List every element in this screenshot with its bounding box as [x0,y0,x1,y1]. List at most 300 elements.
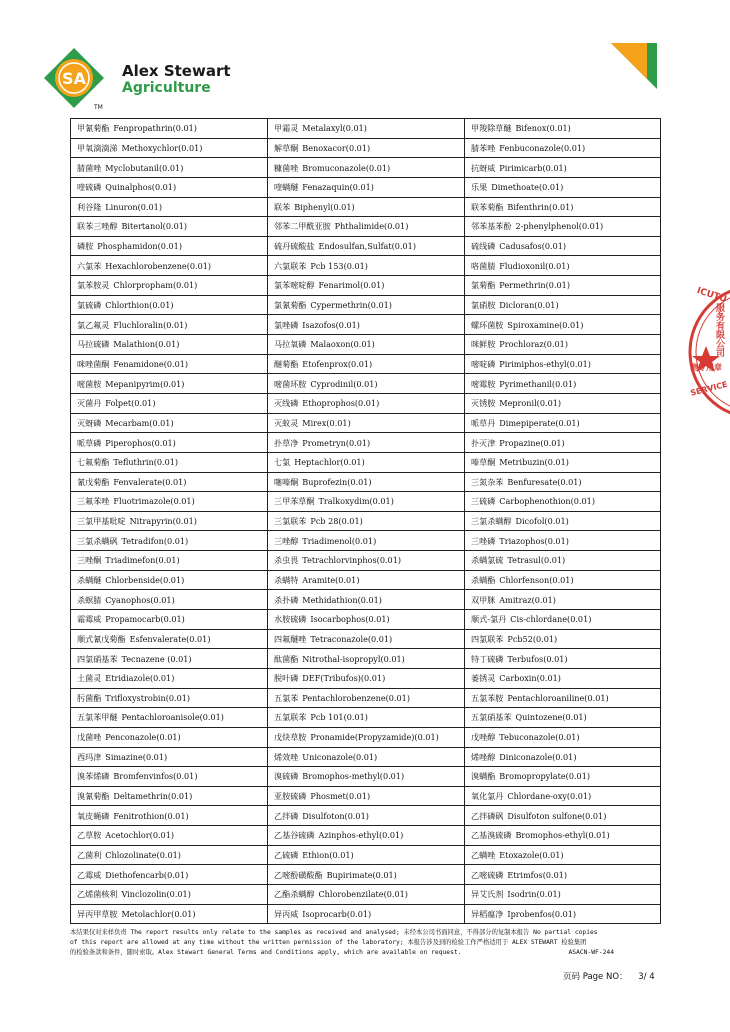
compound-english-name: Tetrachlorvinphos(0.01) [302,555,402,566]
compound-english-name: Tebuconazole(0.01) [499,732,580,743]
compound-english-name: Etrimfos(0.01) [507,869,568,880]
table-cell [71,119,268,139]
compound-chinese-name: 溴螨酯 [471,771,496,782]
compound-english-name: Heptachlor(0.01) [294,457,365,468]
trademark-mark: TM [94,104,103,111]
table-cell [268,197,465,217]
compound-chinese-name: 乙硫磷 [274,849,299,860]
table-cell [71,531,268,551]
compound-chinese-name: 氰戊菊酯 [77,476,110,487]
compound-english-name: Disulfoton sulfone(0.01) [507,810,607,821]
table-row [71,276,661,296]
table-row [71,649,661,669]
compound-chinese-name: 咪唑菌酮 [77,358,110,369]
table-cell [268,433,465,453]
table-cell [71,452,268,472]
compound-chinese-name: 嘧菌胺 [77,378,102,389]
table-cell [71,256,268,276]
compound-english-name: Acetochlor(0.01) [105,830,175,841]
compound-english-name: Ethoprophos(0.01) [302,398,380,409]
compound-chinese-name: 溴氰菊酯 [77,791,110,802]
compound-chinese-name: 氧化氯丹 [471,791,504,802]
table-cell [268,177,465,197]
compound-english-name: Chlorthion(0.01) [105,300,174,311]
compound-english-name: 2-phenylphenol(0.01) [515,221,604,232]
compound-chinese-name: 哌草丹 [471,417,496,428]
table-cell [268,590,465,610]
compound-chinese-name: 杀螟腈 [77,594,102,605]
table-cell [268,610,465,630]
table-cell [71,374,268,394]
compound-chinese-name: 霜霉威 [77,614,102,625]
compound-chinese-name: 三唑磷 [471,535,496,546]
compound-chinese-name: 糠菌唑 [274,162,299,173]
table-cell [71,845,268,865]
compound-english-name: Pirimicarb(0.01) [499,162,567,173]
compound-chinese-name: 乙拌磷砜 [471,810,504,821]
compound-chinese-name: 咯菌腈 [471,260,496,271]
compound-chinese-name: 氯乙氟灵 [77,319,110,330]
seal-text-lower: 测专用章 [690,363,722,372]
compound-chinese-name: 杀扑磷 [274,594,299,605]
compound-english-name: Cadusafos(0.01) [499,241,567,252]
table-row [71,217,661,237]
compound-english-name: Metribuzin(0.01) [499,457,569,468]
compound-english-name: Triadimefon(0.01) [105,555,180,566]
compound-english-name: Bromophos-ethyl(0.01) [515,830,610,841]
compound-chinese-name: 氯硝胺 [471,300,496,311]
compound-english-name: Phosmet(0.01) [310,791,371,802]
compound-english-name: Pcb 28(0.01) [310,516,363,527]
table-cell [268,727,465,747]
table-cell [71,668,268,688]
table-cell [465,865,661,885]
table-cell [71,629,268,649]
compound-english-name: Triazophos(0.01) [499,535,569,546]
compound-english-name: Chlozolinate(0.01) [105,849,181,860]
table-cell [268,236,465,256]
compound-english-name: Iprobenfos(0.01) [507,908,577,919]
table-cell [268,315,465,335]
disclaimer-line-1: 本结果仅对来样负责 The report results only relate to the samples as received and analysed; 未经本公司书面同意，不得部分的复制本报告 No partial copies [70,929,598,936]
compound-chinese-name: 烯效唑 [274,751,299,762]
compound-english-name: Penconazole(0.01) [105,732,181,743]
compound-english-name: DEF(Tribufos)(0.01) [302,673,386,684]
compound-chinese-name: 灭锈胺 [471,398,496,409]
compound-english-name: Phosphamidon(0.01) [97,241,182,252]
table-cell [268,452,465,472]
compound-english-name: Fenazaquin(0.01) [302,182,374,193]
compound-english-name: Malathion(0.01) [113,339,180,350]
compound-english-name: Metalaxyl(0.01) [302,123,367,134]
compound-english-name: Carbophenothion(0.01) [499,496,595,507]
compound-english-name: Deltamethrin(0.01) [113,791,193,802]
disclaimer-line-2: of this report are allowed at any time without the written permission of the laboratory; 本报告涉及到的检验工作严格适用于 ALEX STEWART 检验集团 [70,939,587,946]
table-row [71,531,661,551]
compound-english-name: Etofenprox(0.01) [302,358,373,369]
table-cell [465,492,661,512]
compound-chinese-name: 烯唑醇 [471,751,496,762]
compound-chinese-name: 抗蚜威 [471,162,496,173]
table-cell [71,393,268,413]
table-row [71,315,661,335]
compound-chinese-name: 氯硫磷 [77,300,102,311]
compound-english-name: Endosulfan,Sulfat(0.01) [318,241,416,252]
table-cell [465,845,661,865]
report-disclaimer [70,928,662,958]
compound-chinese-name: 邻苯基苯酚 [471,221,512,232]
table-cell [268,668,465,688]
table-row [71,197,661,217]
compound-chinese-name: 特丁硫磷 [471,653,504,664]
compound-chinese-name: 四氯硝基苯 [77,653,118,664]
compound-english-name: Chlorbenside(0.01) [105,575,185,585]
compound-chinese-name: 乙烯菌核利 [77,889,118,900]
compound-chinese-name: 硫线磷 [471,241,496,252]
table-cell [71,158,268,178]
compound-chinese-name: 五氯苯胺 [471,692,504,703]
compound-english-name: Amitraz(0.01) [499,594,556,605]
compound-english-name: Pcb 153(0.01) [310,260,368,271]
table-row [71,452,661,472]
compound-english-name: Nitrothal-isopropyl(0.01) [302,653,405,664]
compound-chinese-name: 亚胺硫磷 [274,791,307,802]
disclaimer-line-3: 的检验条款和条件，随时索取。Alex Stewart General Terms and Conditions apply, which are available on request. [70,949,462,956]
compound-chinese-name: 乙嘧硫磷 [471,869,504,880]
table-cell [465,511,661,531]
table-cell [465,433,661,453]
compound-chinese-name: 氯氰菊酯 [274,300,307,311]
form-code: ASACN-WF-244 [568,949,614,956]
compound-chinese-name: 三氟苯唑 [77,496,110,507]
seal-text-middle: 服务有限公司 [714,303,724,357]
compound-english-name: Nitrapyrin(0.01) [129,516,197,527]
compound-chinese-name: 四氯联苯 [471,633,504,644]
compound-chinese-name: 乙草胺 [77,830,102,841]
compound-english-name: Fenamidone(0.01) [113,358,189,369]
compound-english-name: Hexachlorobenzene(0.01) [105,260,212,271]
compound-english-name: Cypermethrin(0.01) [310,300,392,311]
table-row [71,806,661,826]
table-cell [268,217,465,237]
table-cell [71,904,268,924]
compound-english-name: Isazofos(0.01) [302,319,360,330]
compound-english-name: Folpet(0.01) [105,398,156,409]
compound-english-name: Bupirimate(0.01) [326,869,397,880]
table-cell [71,688,268,708]
compound-chinese-name: 邻苯二甲酰亚胺 [274,221,331,232]
table-row [71,904,661,924]
compound-english-name: Bromophos-methyl(0.01) [302,771,405,782]
compound-english-name: Fluotrimazole(0.01) [113,496,195,507]
compound-english-name: Azinphos-ethyl(0.01) [318,830,404,841]
table-cell [268,256,465,276]
compound-chinese-name: 五氯苯甲醚 [77,712,118,723]
table-cell [465,629,661,649]
table-row [71,629,661,649]
table-row [71,354,661,374]
compound-chinese-name: 哌草磷 [77,437,102,448]
compound-chinese-name: 五氯联苯 [274,712,307,723]
table-cell [465,649,661,669]
table-cell [71,649,268,669]
compound-english-name: Isocarbophos(0.01) [310,614,390,625]
compound-english-name: Quinalphos(0.01) [105,182,177,193]
compound-chinese-name: 四氟醚唑 [274,633,307,644]
compound-chinese-name: 三氯甲基吡啶 [77,516,126,527]
table-row [71,786,661,806]
compound-chinese-name: 戊唑醇 [471,732,496,743]
table-cell [268,531,465,551]
compound-chinese-name: 醚菊酯 [274,358,299,369]
compound-english-name: Chlorobenzilate(0.01) [318,889,408,900]
table-cell [465,786,661,806]
table-cell [465,197,661,217]
table-cell [268,904,465,924]
svg-text:SA: SA [62,69,86,88]
table-cell [465,354,661,374]
table-row [71,158,661,178]
compound-chinese-name: 土菌灵 [77,673,102,684]
table-cell [71,472,268,492]
table-row [71,413,661,433]
compound-chinese-name: 螺环菌胺 [471,319,504,330]
compound-english-name: Fenitrothion(0.01) [113,810,189,821]
table-cell [268,747,465,767]
table-cell [268,276,465,296]
table-row [71,708,661,728]
table-row [71,433,661,453]
seal-text [689,286,730,398]
compound-chinese-name: 乙螨唑 [471,849,496,860]
compound-chinese-name: 杀螨氯硫 [471,555,504,566]
table-cell [71,806,268,826]
compound-english-name: Pcb52(0.01) [507,633,558,644]
compound-chinese-name: 嘧啶磷 [471,358,496,369]
table-cell [268,295,465,315]
compound-english-name: Chlorpropham(0.01) [113,280,198,291]
compound-english-name: Vinclozolin(0.01) [121,889,191,900]
compound-english-name: Diniconazole(0.01) [499,751,577,762]
compound-english-name: Uniconazole(0.01) [302,751,378,762]
table-cell [465,610,661,630]
compound-chinese-name: 乙嘧酚磺酸酯 [274,869,323,880]
seal-text-bottom: SERVICE [689,379,729,398]
table-cell [71,767,268,787]
compound-chinese-name: 杀螨酯 [471,575,496,585]
table-cell [71,413,268,433]
table-cell [268,806,465,826]
compound-english-name: Methoxychlor(0.01) [121,142,203,153]
table-row [71,119,661,139]
table-row [71,570,661,590]
compound-english-name: Cyprodinil(0.01) [310,378,378,389]
table-row [71,610,661,630]
compound-chinese-name: 甲氧滴滴涕 [77,142,118,153]
compound-english-name: Tetraconazole(0.01) [310,633,393,644]
table-cell [465,276,661,296]
table-row [71,747,661,767]
compound-chinese-name: 硫丹硫酸盐 [274,241,315,252]
table-cell [268,629,465,649]
compound-english-name: Tetrasul(0.01) [507,555,566,566]
table-row [71,236,661,256]
page-number-value: 3/ 4 [638,972,655,982]
compound-english-name: Carboxin(0.01) [499,673,561,684]
compound-english-name: Isoprocarb(0.01) [302,908,372,919]
compound-chinese-name: 氧皮蝇磷 [77,810,110,821]
compound-english-name: Bromuconazole(0.01) [302,162,391,173]
compound-english-name: Pirimiphos-ethyl(0.01) [499,358,591,369]
table-cell [71,551,268,571]
corner-triangle-icon [611,43,657,89]
table-cell [71,492,268,512]
table-cell [465,452,661,472]
table-cell [465,767,661,787]
compound-chinese-name: 氯菊酯 [471,280,496,291]
table-cell [71,236,268,256]
compound-english-name: Bifenox(0.01) [515,123,571,134]
table-cell [71,570,268,590]
compound-english-name: Pronamide(Propyzamide)(0.01) [310,732,439,743]
table-row [71,374,661,394]
compound-chinese-name: 甲羧除草醚 [471,123,512,134]
compound-chinese-name: 利谷隆 [77,201,102,212]
compound-chinese-name: 联苯 [274,201,291,212]
table-cell [465,472,661,492]
compound-chinese-name: 灭蚜磷 [77,417,102,428]
table-cell [71,826,268,846]
table-cell [465,531,661,551]
compound-english-name: Bitertanol(0.01) [121,221,188,232]
compound-english-name: Tefluthrin(0.01) [113,457,179,468]
compound-english-name: Dicofol(0.01) [515,516,569,527]
compound-chinese-name: 溴硫磷 [274,771,299,782]
compound-english-name: Terbufos(0.01) [507,653,568,664]
compound-chinese-name: 水胺硫磷 [274,614,307,625]
table-cell [268,865,465,885]
table-row [71,492,661,512]
compound-chinese-name: 六氯联苯 [274,260,307,271]
table-cell [465,138,661,158]
compound-english-name: Aramite(0.01) [302,575,360,585]
table-cell [71,177,268,197]
seal-text-top: ICUTU [695,286,728,306]
table-cell [71,276,268,296]
compound-english-name: Mepanipyrim(0.01) [105,378,185,389]
compound-chinese-name: 灭蚁灵 [274,417,299,428]
compound-english-name: Linuron(0.01) [105,201,162,212]
table-row [71,884,661,904]
compound-english-name: Fludioxonil(0.01) [499,260,570,271]
table-row [71,727,661,747]
company-logo [44,40,254,114]
table-cell [465,727,661,747]
table-cell [268,335,465,355]
table-cell [71,295,268,315]
compound-chinese-name: 杀螨特 [274,575,299,585]
compound-english-name: Malaoxon(0.01) [310,339,375,350]
compound-english-name: Propamocarb(0.01) [105,614,185,625]
table-cell [268,138,465,158]
table-row [71,551,661,571]
compound-english-name: Chlorfenson(0.01) [499,575,574,585]
compound-english-name: Tecnazene (0.01) [121,653,192,664]
table-cell [465,668,661,688]
compound-english-name: Fenbuconazole(0.01) [499,142,586,153]
table-cell [465,335,661,355]
table-cell [71,786,268,806]
table-cell [268,786,465,806]
compound-english-name: Isodrin(0.01) [507,889,561,900]
compound-english-name: Simazine(0.01) [105,751,168,762]
table-cell [465,217,661,237]
compound-chinese-name: 西玛津 [77,751,102,762]
compound-english-name: Pentachloroanisole(0.01) [121,712,224,723]
table-cell [268,413,465,433]
compound-english-name: Prochloraz(0.01) [499,339,568,350]
compound-chinese-name: 三氯联苯 [274,516,307,527]
compound-chinese-name: 三氯杀螨砜 [77,535,118,546]
compound-english-name: Myclobutanil(0.01) [105,162,184,173]
compound-chinese-name: 嘧霉胺 [471,378,496,389]
table-cell [71,590,268,610]
compound-chinese-name: 异丙甲草胺 [77,908,118,919]
compound-chinese-name: 异艾氏剂 [471,889,504,900]
compound-chinese-name: 六氯苯 [77,260,102,271]
compound-english-name: Methidathion(0.01) [302,594,382,605]
compound-english-name: Tralkoxydim(0.01) [318,496,394,507]
compound-english-name: Etoxazole(0.01) [499,849,564,860]
table-row [71,177,661,197]
compound-chinese-name: 溴苯烯磷 [77,771,110,782]
table-cell [268,492,465,512]
compound-chinese-name: 顺式-氯丹 [471,614,507,625]
compound-chinese-name: 扑草净 [274,437,299,448]
table-cell [268,551,465,571]
table-cell [71,335,268,355]
compound-english-name: Fenarimol(0.01) [318,280,385,291]
compound-english-name: Fenpropathrin(0.01) [113,123,197,134]
compound-english-name: Dicloran(0.01) [499,300,559,311]
table-row [71,335,661,355]
compound-english-name: Ethion(0.01) [302,849,354,860]
compound-chinese-name: 三唑醇 [274,535,299,546]
compound-chinese-name: 嘧菌环胺 [274,378,307,389]
compound-english-name: Etridiazole(0.01) [105,673,175,684]
compound-chinese-name: 氯唑磷 [274,319,299,330]
table-cell [465,806,661,826]
table-cell [465,826,661,846]
compound-english-name: Esfenvalerate(0.01) [129,633,211,644]
pesticide-results-table [70,118,661,924]
compound-chinese-name: 联苯菊酯 [471,201,504,212]
table-cell [71,433,268,453]
table-cell [268,158,465,178]
compound-chinese-name: 乙基谷硫磷 [274,830,315,841]
compound-chinese-name: 顺式氰戊菊酯 [77,633,126,644]
compound-english-name: Pentachloroaniline(0.01) [507,692,609,703]
compound-english-name: Tetradifon(0.01) [121,535,189,546]
compound-english-name: Piperophos(0.01) [105,437,176,448]
table-row [71,590,661,610]
table-row [71,845,661,865]
compound-english-name: Phthalimide(0.01) [334,221,409,232]
table-cell [71,708,268,728]
compound-english-name: Propazine(0.01) [499,437,565,448]
compound-english-name: Diethofencarb(0.01) [105,869,189,880]
compound-chinese-name: 异丙威 [274,908,299,919]
